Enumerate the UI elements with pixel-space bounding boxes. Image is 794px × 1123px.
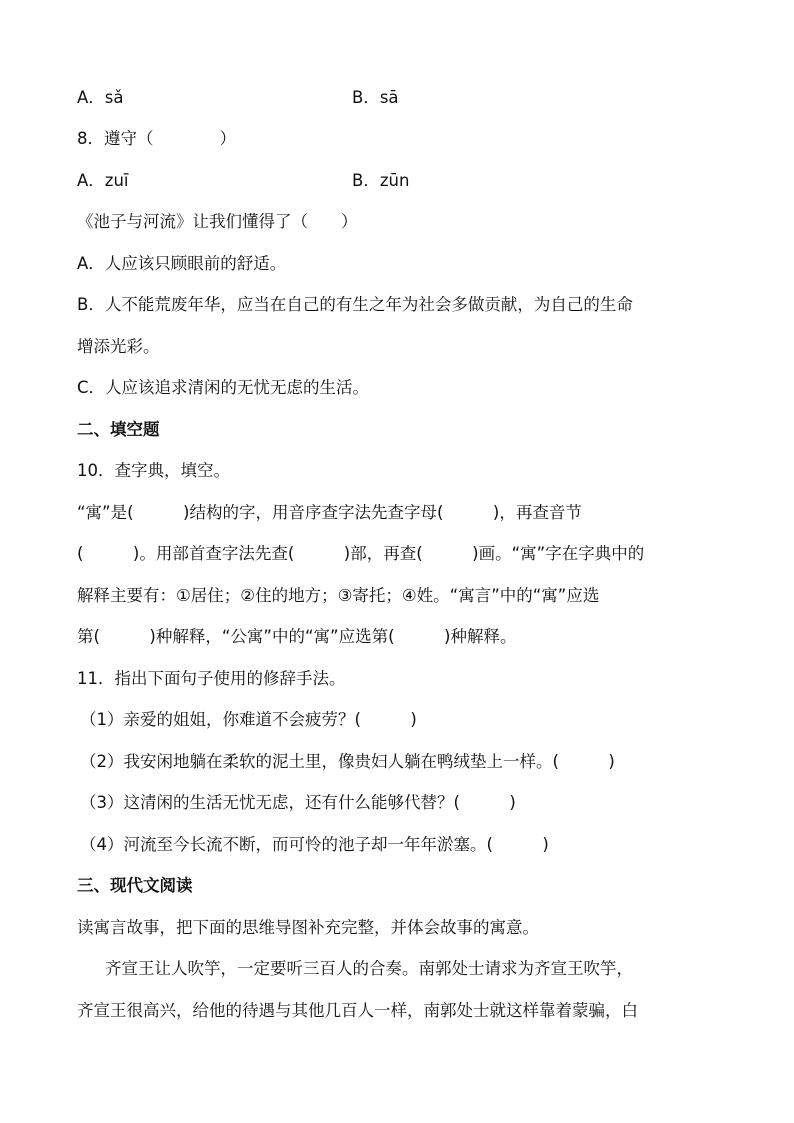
q11-stem: 11．指出下面句子使用的修辞手法。 [77,669,346,688]
q11-item: （1）亲爱的姐姐，你难道不会疲劳？( ) [80,710,417,729]
q9-option-c[interactable]: C．人应该追求清闲的无忧无虑的生活。 [77,378,370,397]
q10-line4: 第( )种解释，“公寓”中的“寓”应选第( )种解释。 [77,627,517,646]
section-heading-fill-blank: 二、填空题 [77,420,160,439]
q8-option-a[interactable]: A．zuī [77,171,129,190]
q9-option-b-line2[interactable]: 增添光彩。 [77,337,160,356]
q10-line3: 解释主要有：①居住；②住的地方；③寄托；④姓。“寓言”中的“寓”应选 [77,586,600,605]
q10-line1: “寓”是( )结构的字，用音序查字法先查字母( )，再查音节 [77,503,582,522]
q7-option-a[interactable]: A．sǎ [77,88,124,107]
reading-paragraph-line2: 齐宣王很高兴，给他的待遇与其他几百人一样，南郭处士就这样靠着蒙骗，白 [77,1001,638,1020]
q9-option-b-line1[interactable]: B．人不能荒废年华，应当在自己的有生之年为社会多做贡献，为自己的生命 [77,295,633,314]
q7-option-b[interactable]: B．sā [352,88,399,107]
q9-stem: 《池子与河流》让我们懂得了（ ） [77,212,358,231]
q8-stem: 8．遵守（ ） [77,129,236,148]
reading-paragraph-line1: 齐宣王让人吹竽，一定要听三百人的合奏。南郭处士请求为齐宣王吹竽， [105,959,633,978]
q10-line2: ( )。用部首查字法先查( )部，再查( )画。“寓”字在字典中的 [77,544,645,563]
q11-item: （2）我安闲地躺在柔软的泥土里，像贵妇人躺在鸭绒垫上一样。( ) [80,752,615,771]
q10-stem: 10．查字典，填空。 [77,461,230,480]
q11-item: （4）河流至今长流不断，而可怜的池子却一年年淤塞。( ) [80,835,549,854]
q9-option-a[interactable]: A．人应该只顾眼前的舒适。 [77,254,287,273]
q8-option-b[interactable]: B．zūn [352,171,410,190]
section-heading-reading: 三、现代文阅读 [77,876,193,895]
q11-item: （3）这清闲的生活无忧无虑，还有什么能够代替？( ) [80,793,516,812]
reading-instruction: 读寓言故事，把下面的思维导图补充完整，并体会故事的寓意。 [77,918,539,937]
